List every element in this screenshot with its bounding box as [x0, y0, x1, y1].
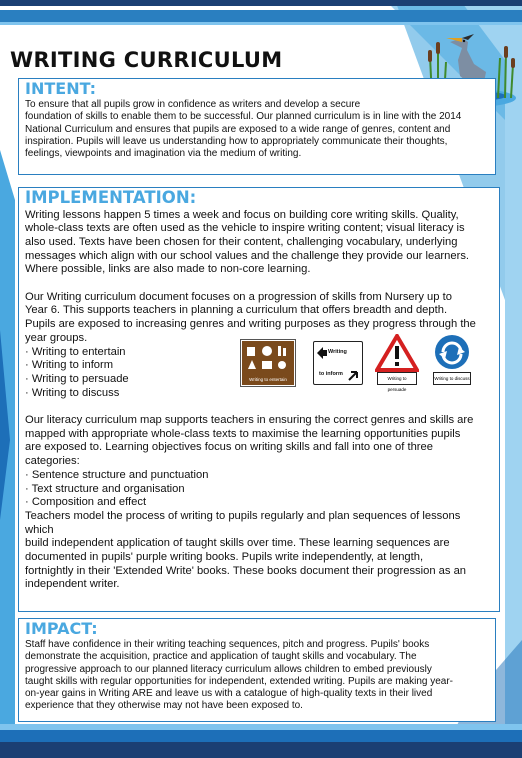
- roundabout-icon: [432, 334, 472, 372]
- top-band-dark: [0, 0, 522, 6]
- impact-heading: IMPACT:: [25, 619, 98, 638]
- purpose-item: · Writing to persuade: [25, 372, 129, 385]
- sign-inform-label-top: Writing: [328, 349, 347, 355]
- category-item: · Composition and effect: [25, 496, 147, 509]
- sign-inform: [313, 341, 363, 385]
- impact-line: progressive approach to our planned literacy curriculum allows children to embed previously: [25, 663, 432, 675]
- impact-line: demonstrate the acquisition, practice and application of taught skills and vocabulary. The: [25, 651, 417, 663]
- implementation-line: also used. Texts have been chosen for their content, challenging vocabulary, underlying: [25, 235, 458, 248]
- implementation-line: year groups.: [25, 331, 88, 344]
- intent-line: National Curriculum and ensures that pupils are exposed to a wide range of genres, content and: [25, 123, 451, 135]
- bottom-band-dark: [0, 742, 522, 758]
- implementation-box: [18, 187, 500, 612]
- implementation-line: Pupils are exposed to increasing genres and writing purposes as they progress through the: [25, 318, 476, 331]
- category-item: · Text structure and organisation: [25, 482, 185, 495]
- impact-line: experience that they otherwise may not have been exposed to.: [25, 700, 303, 712]
- top-band-blue: [0, 10, 522, 22]
- sign-persuade-label: Writing to persuade: [377, 372, 417, 385]
- implementation-line: Teachers model the process of writing to pupils regularly and plan sequences of lessons: [25, 509, 461, 522]
- implementation-line: Year 6. This supports teachers in planning a curriculum that offers breadth and depth.: [25, 304, 448, 317]
- impact-box: [18, 618, 496, 722]
- implementation-line: documented in pupils' purple writing books. Pupils write independently, at length,: [25, 551, 424, 564]
- sign-persuade: [375, 334, 419, 392]
- sign-inform-label-bottom: to inform: [319, 371, 343, 377]
- implementation-line: mapped with appropriate whole-class texts to maximise the learning opportunities pupils: [25, 427, 461, 440]
- implementation-line: whole-class texts are often used as the vehicle to inspire writing content; visual literacy is: [25, 222, 465, 235]
- implementation-line: messages which align with our school values and the challenge they provide our learners.: [25, 249, 470, 262]
- implementation-line: Writing lessons happen 5 times a week and focus on building core writing skills. Quality,: [25, 208, 459, 221]
- page-title: WRITING CURRICULUM: [10, 48, 283, 72]
- intent-line: feelings, viewpoints and imagination via the medium of writing.: [25, 148, 302, 160]
- impact-line: on-year gains in Writing ARE and leave us with a catalogue of high-quality texts in their lived: [25, 688, 433, 700]
- implementation-line: Where possible, links are also made to non-core learning.: [25, 263, 311, 276]
- top-band-light: [0, 22, 522, 25]
- category-item: · Sentence structure and punctuation: [25, 468, 209, 481]
- implementation-line: which: [25, 523, 54, 536]
- implementation-line: categories:: [25, 455, 80, 468]
- implementation-line: Our Writing curriculum document focuses on a progression of skills from Nursery up to: [25, 290, 452, 303]
- intent-heading: INTENT:: [25, 79, 97, 98]
- implementation-line: build independent application of taught skills over time. These learning sequences are: [25, 537, 450, 550]
- implementation-line: are exposed to. Learning objectives focus on writing skills and fall into one of three: [25, 441, 433, 454]
- impact-line: taught skills with regular opportunities for independent, extended writing. Pupils are making year-: [25, 675, 454, 687]
- intent-line: To ensure that all pupils grow in confidence as writers and develop a secure: [25, 99, 361, 110]
- implementation-line: independent writer.: [25, 578, 120, 591]
- impact-line: Staff have confidence in their writing teaching sequences, pitch and progress. Pupils' books: [25, 639, 430, 650]
- purpose-item: · Writing to entertain: [25, 345, 126, 358]
- implementation-line: Our literacy curriculum map supports teachers in ensuring the correct genres and skills are: [25, 414, 474, 427]
- implementation-heading: IMPLEMENTATION:: [25, 188, 197, 207]
- purpose-item: · Writing to discuss: [25, 386, 120, 399]
- sign-discuss-label: Writing to discuss: [433, 372, 471, 385]
- implementation-line: fortnightly in their 'Extended Write' books. These books document their progression as an: [25, 564, 467, 577]
- entertainment-icons: [242, 343, 294, 373]
- warning-triangle-icon: [375, 334, 419, 372]
- intent-box: [18, 78, 496, 175]
- bottom-band-blue: [0, 730, 522, 742]
- sign-discuss: [432, 334, 472, 386]
- intent-line: inspiration. Pupils will leave us understanding how to appropriately communicate their thoughts,: [25, 135, 448, 147]
- sign-entertain-label: Writing to entertain: [249, 377, 287, 382]
- purpose-item: · Writing to inform: [25, 359, 114, 372]
- sign-entertain: [241, 340, 295, 386]
- intent-line: foundation of skills to enable them to be successful. Our planned curriculum is in line with the 2014: [25, 111, 462, 123]
